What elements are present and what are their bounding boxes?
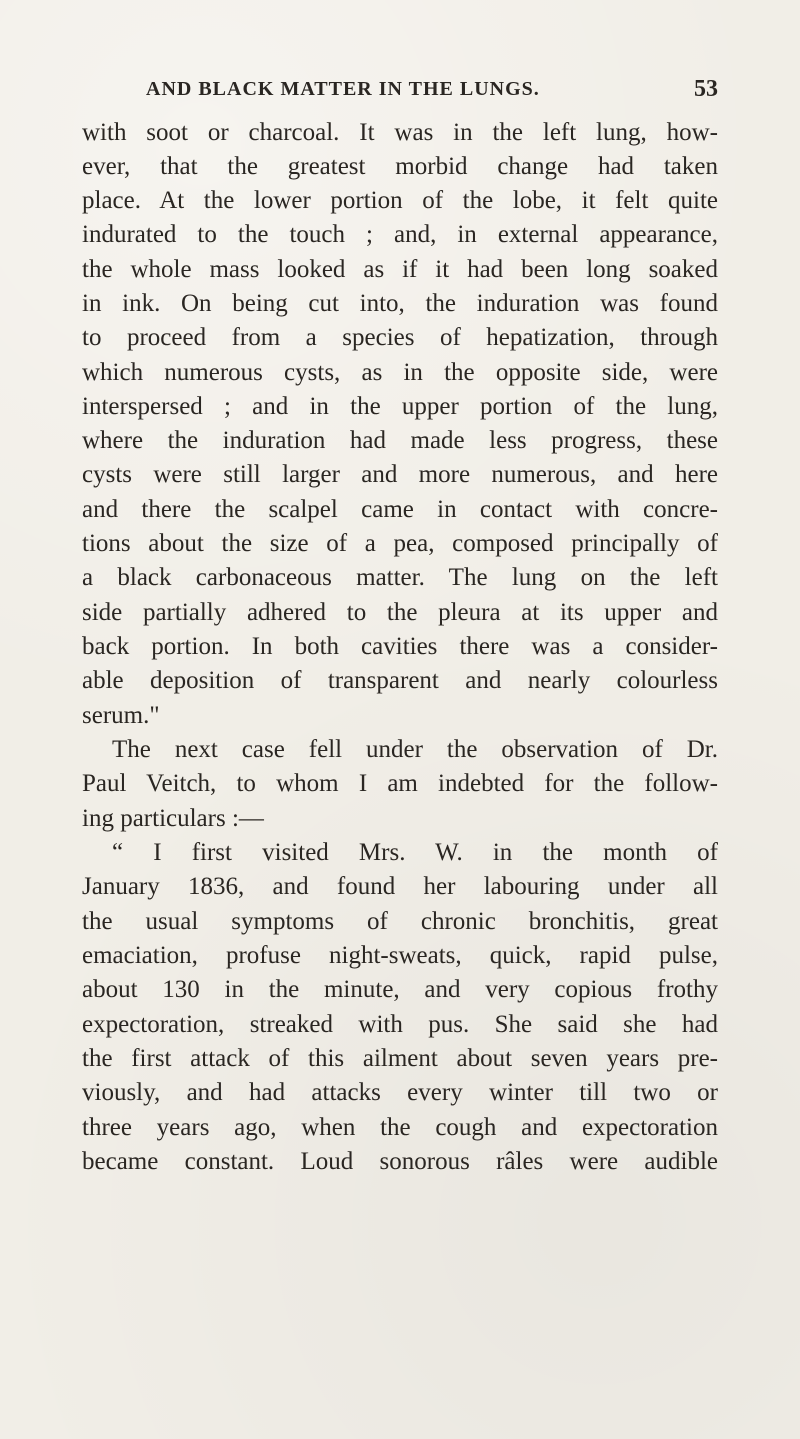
text-line: the first attack of this ailment about seven years pre- [82,1045,718,1072]
text-line: three years ago, when the cough and expectoration [82,1114,718,1141]
text-line: ing particulars :— [82,805,264,832]
text-line: back portion. In both cavities there was a consider- [82,633,718,660]
text-line: in ink. On being cut into, the induration was found [82,290,718,317]
text-line: and there the scalpel came in contact with concre- [82,496,718,523]
quotation-first-line: “ I first visited Mrs. W. in the month of [112,839,718,866]
text-line: cysts were still larger and more numerous, and here [82,461,718,488]
text-line: interspersed ; and in the upper portion of the lung, [82,393,718,420]
text-line: able deposition of transparent and nearly colourless [82,667,718,694]
running-head: AND BLACK MATTER IN THE LUNGS. [146,78,540,100]
text-line: the usual symptoms of chronic bronchitis, great [82,908,718,935]
text-line: ever, that the greatest morbid change had taken [82,153,718,180]
text-line: a black carbonaceous matter. The lung on the left [82,564,718,591]
page-number: 53 [694,76,718,102]
text-line: expectoration, streaked with pus. She said she had [82,1011,718,1038]
text-line: which numerous cysts, as in the opposite side, were [82,359,718,386]
text-line: side partially adhered to the pleura at its upper and [82,599,718,626]
text-line: place. At the lower portion of the lobe, it felt quite [82,187,718,214]
text-line: Paul Veitch, to whom I am indebted for the follow- [82,770,718,797]
text-line: about 130 in the minute, and very copious frothy [82,976,718,1003]
text-line: viously, and had attacks every winter till two or [82,1079,718,1106]
text-line: January 1836, and found her labouring under all [82,873,718,900]
text-line: tions about the size of a pea, composed principally of [82,530,718,557]
text-line: serum." [82,702,160,729]
text-line: to proceed from a species of hepatization, through [82,324,718,351]
text-line: emaciation, profuse night-sweats, quick, rapid pulse, [82,942,718,969]
page-header [146,78,718,108]
text-line: with soot or charcoal. It was in the left lung, how- [82,119,718,146]
text-line: indurated to the touch ; and, in external appearance, [82,221,718,248]
text-line: became constant. Loud sonorous râles were audible [82,1148,718,1175]
text-line: where the induration had made less progress, these [82,427,718,454]
paragraph-first-line: The next case fell under the observation of Dr. [112,736,718,763]
text-line: the whole mass looked as if it had been long soaked [82,256,718,283]
